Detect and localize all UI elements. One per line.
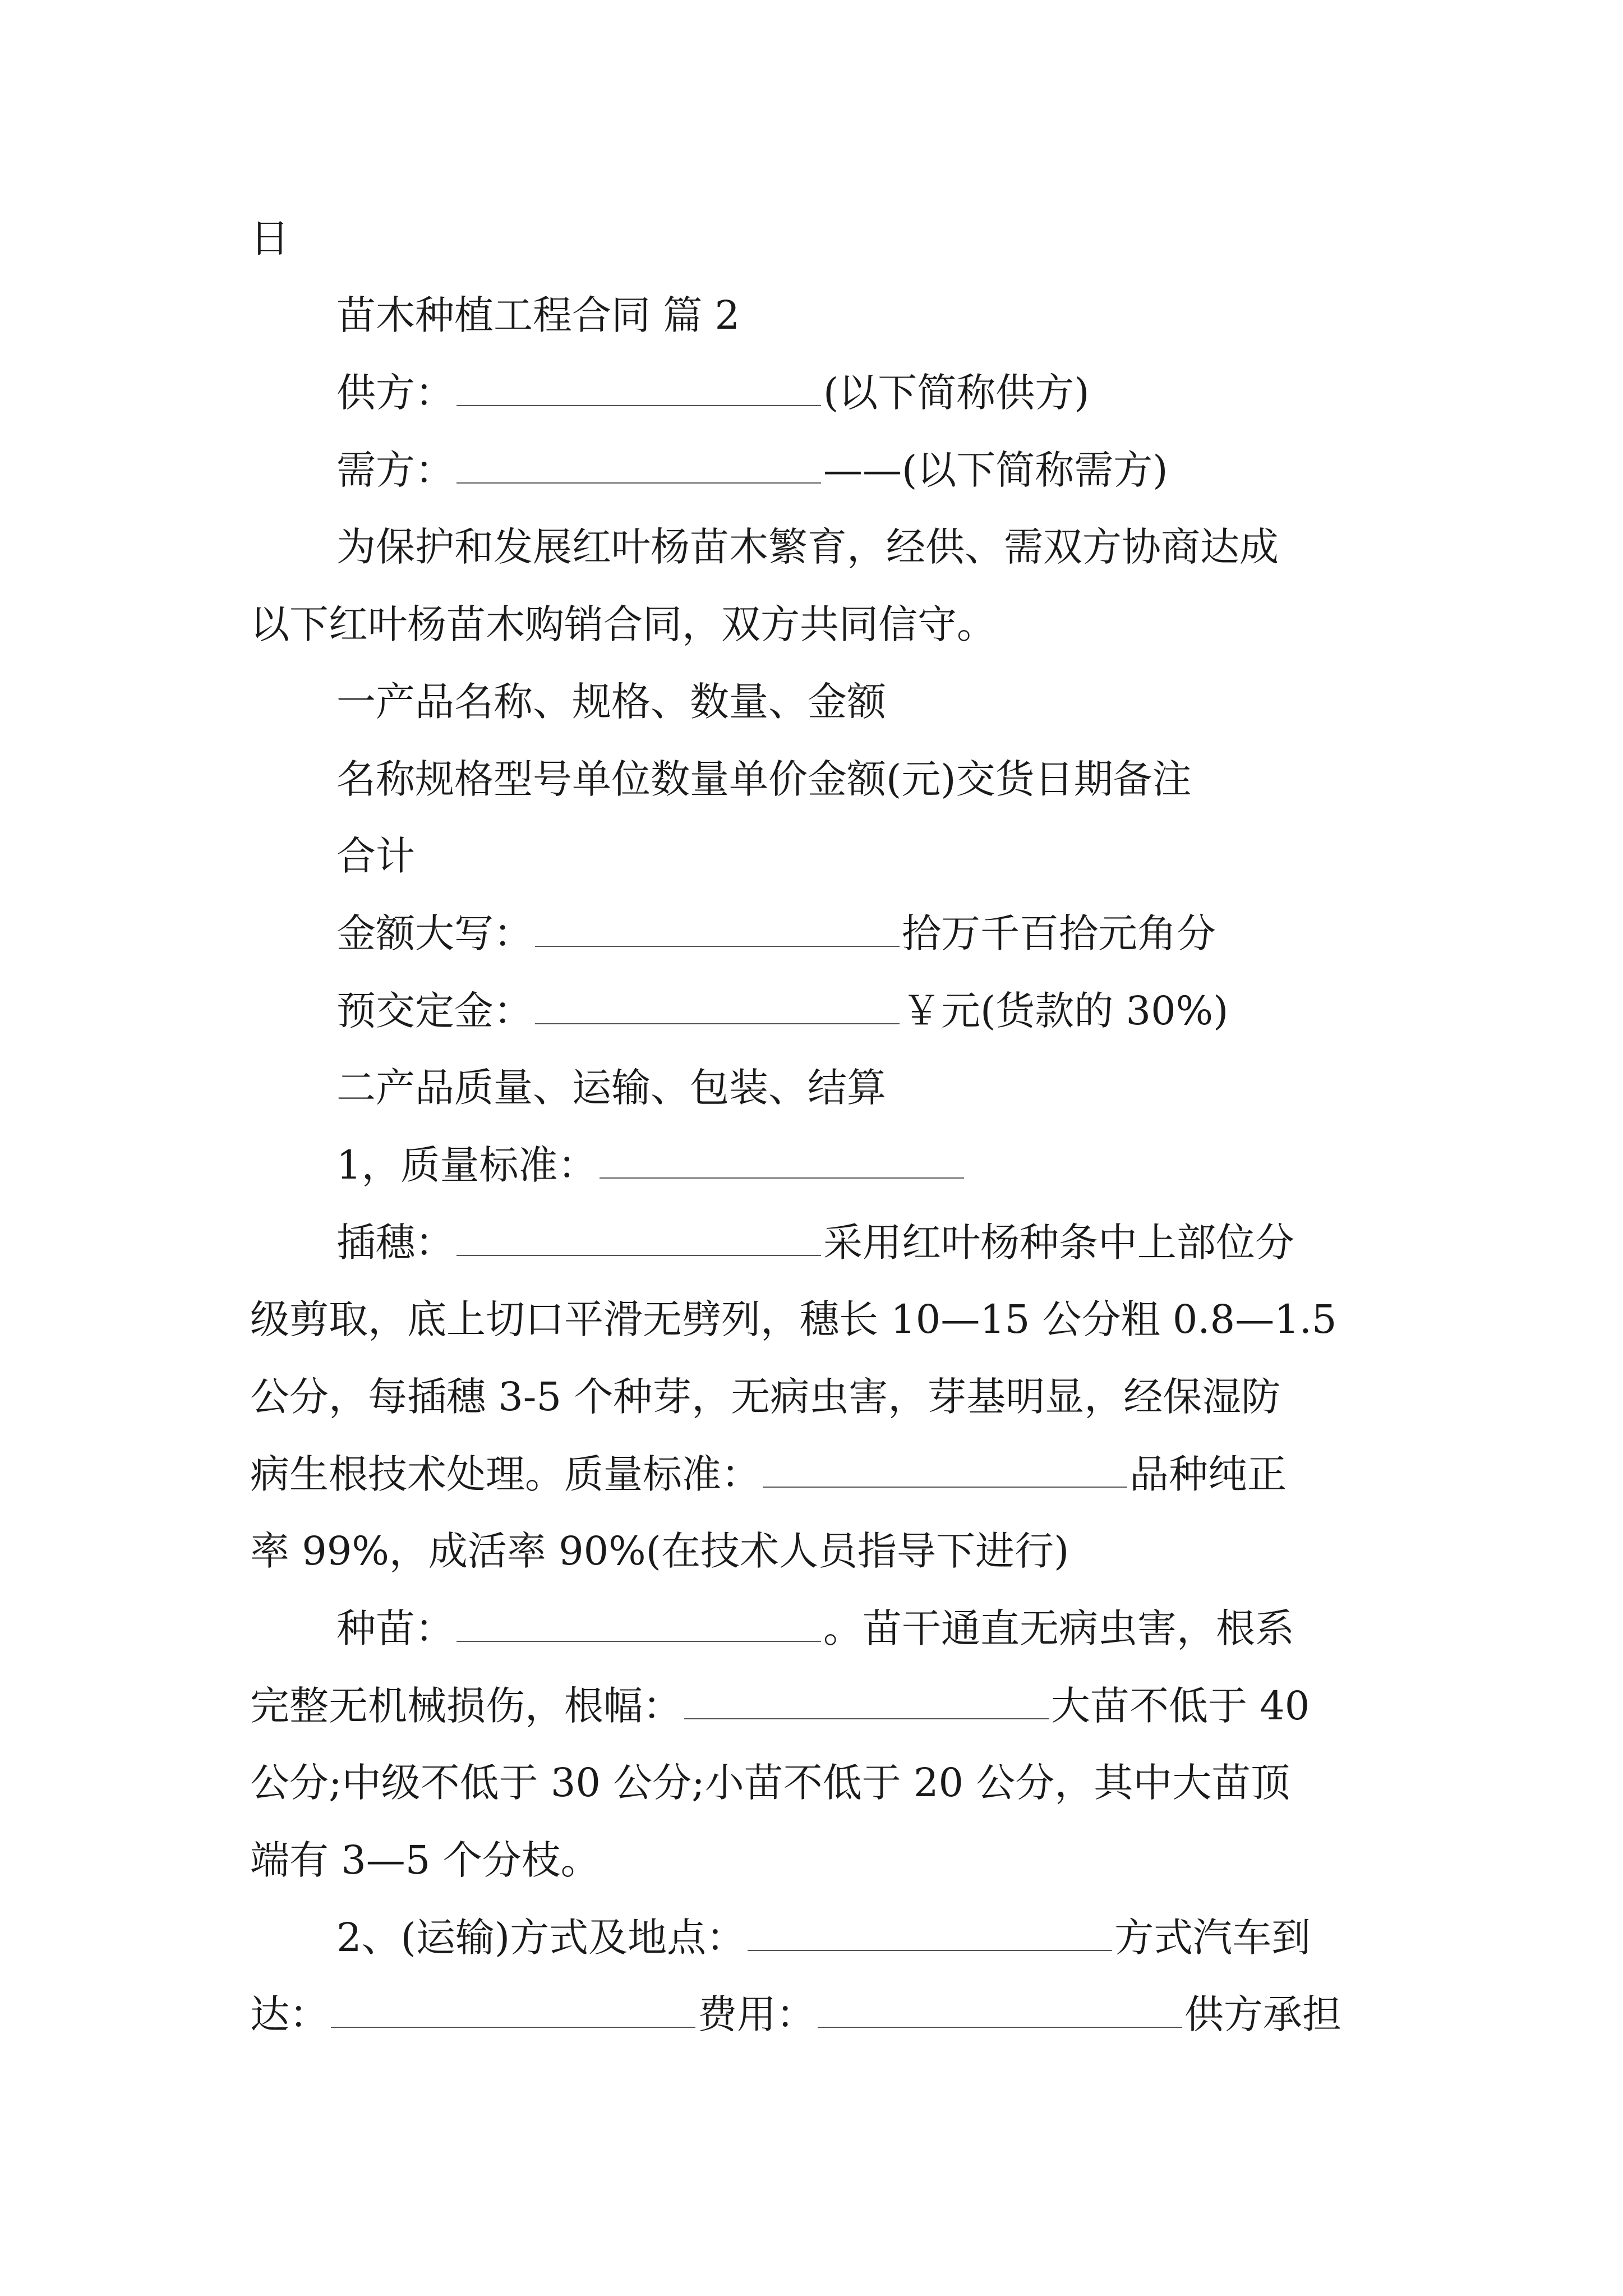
text-line: 供方： (以下简称供方) xyxy=(336,365,1090,421)
section-title: 苗木种植工程合同 篇 2 xyxy=(336,292,740,338)
fill-blank[interactable] xyxy=(457,1600,821,1642)
text-line: 种苗： 。苗干通直无病虫害，根系 xyxy=(336,1600,1294,1657)
text-line: 金额大写： 拾万千百拾元角分 xyxy=(336,905,1216,961)
text-line: 率 99%，成活率 90%(在技术人员指导下进行) xyxy=(250,1528,1069,1574)
text-line: 完整无机械损伤，根幅： 大苗不低于 40 xyxy=(250,1678,1310,1734)
fill-blank[interactable] xyxy=(818,1986,1182,2028)
text-line: 需方： ——(以下简称需方) xyxy=(336,442,1168,498)
text-line: 公分;中级不低于 30 公分;小苗不低于 20 公分，其中大苗顶 xyxy=(250,1760,1290,1806)
fill-blank[interactable] xyxy=(457,365,821,406)
text-line: 达： 费用： 供方承担 xyxy=(250,1986,1341,2042)
fill-blank[interactable] xyxy=(763,1446,1127,1488)
text-line: 公分，每插穗 3-5 个种芽，无病虫害，芽基明显，经保湿防 xyxy=(250,1374,1281,1420)
fill-blank[interactable] xyxy=(600,1137,964,1179)
fill-blank[interactable] xyxy=(457,1214,821,1256)
text-line: 合计 xyxy=(336,833,415,879)
text-line: 日 xyxy=(250,215,289,261)
fill-blank[interactable] xyxy=(535,983,900,1024)
text-line: 端有 3—5 个分枝。 xyxy=(250,1837,600,1883)
text-line: 二产品质量、运输、包装、结算 xyxy=(336,1065,886,1111)
fill-blank[interactable] xyxy=(535,905,900,947)
text-line: 插穗： 采用红叶杨种条中上部位分 xyxy=(336,1214,1294,1271)
text-line: 级剪取，底上切口平滑无劈列，穗长 10—15 公分粗 0.8—1.5 xyxy=(250,1296,1337,1342)
text-line: 1，质量标准： xyxy=(336,1137,966,1193)
fill-blank[interactable] xyxy=(331,1986,695,2028)
text-line: 名称规格型号单位数量单价金额(元)交货日期备注 xyxy=(336,756,1192,802)
text-line: 2、(运输)方式及地点： 方式汽车到 xyxy=(336,1910,1311,1966)
fill-blank[interactable] xyxy=(748,1910,1112,1951)
fill-blank[interactable] xyxy=(457,442,821,484)
fill-blank[interactable] xyxy=(684,1678,1049,1719)
text-line: 病生根技术处理。质量标准： 品种纯正 xyxy=(250,1446,1287,1502)
text-line: 一产品名称、规格、数量、金额 xyxy=(336,679,886,725)
text-line: 以下红叶杨苗木购销合同，双方共同信守。 xyxy=(250,601,996,647)
text-line: 预交定金： ￥元(货款的 30%) xyxy=(336,983,1228,1039)
text-line: 为保护和发展红叶杨苗木繁育，经供、需双方协商达成 xyxy=(336,524,1279,570)
